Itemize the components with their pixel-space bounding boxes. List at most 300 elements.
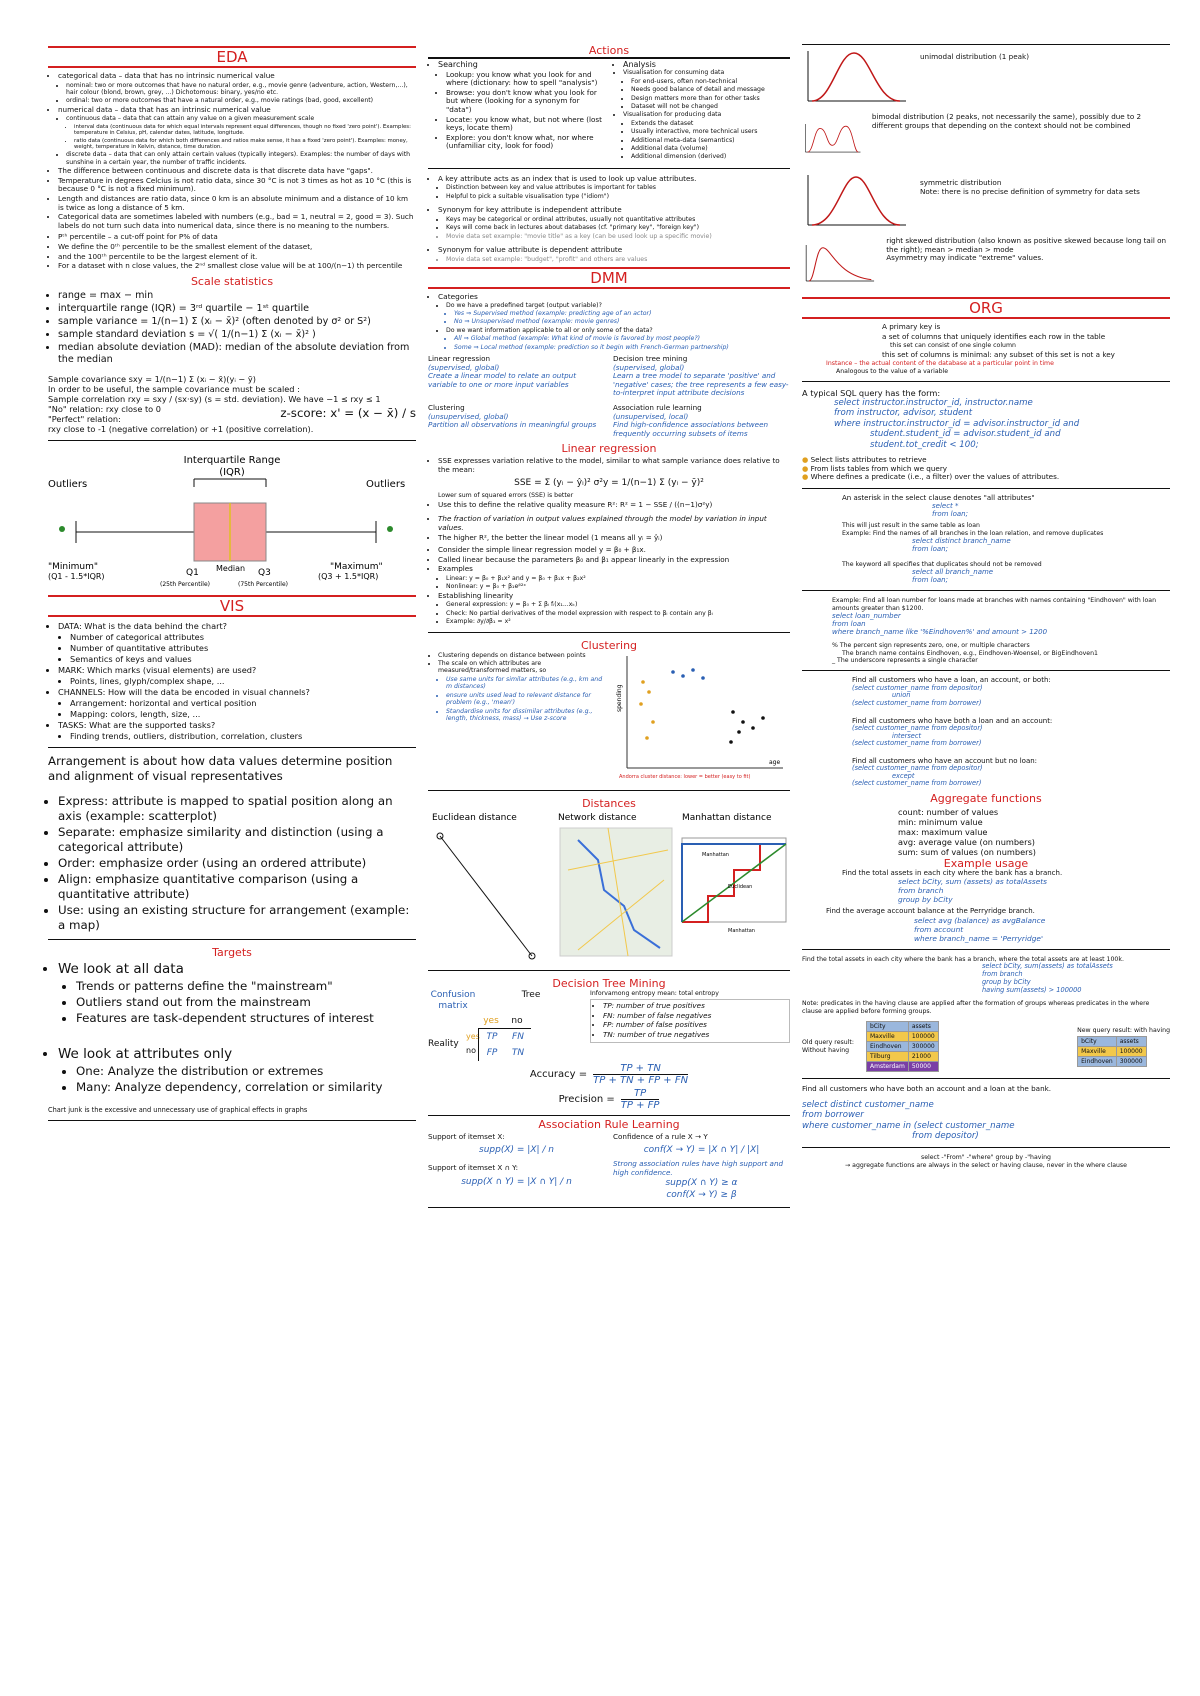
column-left — [48, 44, 416, 1127]
eda-pct3: • and the 100ᵗʰ percentile to be the largest element of it. — [58, 253, 416, 262]
hav-q3: group by bCity — [982, 977, 1031, 986]
dmm-categories — [428, 293, 790, 351]
cell-fp: FP — [486, 1047, 498, 1058]
target-a2: • Outliers stand out from the mainstream — [76, 995, 416, 1010]
boxplot-title: Interquartile Range — [183, 454, 281, 466]
cov-note: In order to be useful, the sample covariance must be scaled : — [48, 383, 300, 394]
bimodal-label: bimodal distribution (2 peaks, not necessarily the same), possibly due to 2 different groups that depending on the context should not be combined — [871, 112, 1142, 130]
vis-d1: • Number of categorical attributes — [70, 632, 416, 642]
stat-variance: • sample variance = 1/(n−1) Σ (xᵢ − x̄)² (often denoted by σ² or S²) — [58, 316, 416, 328]
produce-1: • Extends the dataset — [631, 120, 790, 127]
ex2-q2: from loan — [832, 620, 866, 629]
syn-val: • Synonym for value attribute is dependent attribute — [438, 246, 790, 255]
ex-q2: from branch — [898, 886, 944, 896]
produce-2: • Usually interactive, more technical users — [631, 128, 790, 135]
dtm-l4: • TN: number of true negatives — [603, 1031, 787, 1040]
produce-head: • Visualisation for producing data — [623, 111, 790, 118]
sql-clauses — [802, 456, 1170, 482]
vis-c1: • Arrangement: horizontal and vertical position — [70, 698, 416, 708]
right-skew-label: right skewed distribution (also known as positive skewed because long tail on the right); mean > median > mode — [886, 236, 1167, 254]
no-relation: "No" relation: rxy close to 0 — [48, 403, 161, 414]
cell-tn: TN — [511, 1047, 525, 1058]
perfect-relation: "Perfect" relation: — [48, 413, 121, 424]
arl-conf: Confidence of a rule X → Y — [613, 1131, 708, 1141]
eda-interval: • interval data (continuous data for which equal intervals represent equal differences, though no fixed 'zero point'). Examples: temperature in Celsius, pH, calendar dates, latitude, longitude. — [74, 124, 416, 137]
column-right — [802, 44, 1170, 1169]
arl-conf-f: conf(X → Y) = |X ∩ Y| / |X| — [643, 1145, 760, 1156]
prec-num: TP — [621, 1088, 660, 1100]
linreg-list — [428, 457, 790, 474]
arr-order: • Order: emphasize order (using an ordered attribute) — [58, 856, 416, 871]
dmm-c5: • All ⇒ Global method (example: What kind of movie is favored by most people?) — [454, 335, 790, 342]
unimodal-label: unimodal distribution (1 peak) — [920, 52, 1030, 61]
linreg-est: • Establishing linearity — [438, 592, 790, 601]
sql-q1: select instructor.instructor_id, instructor.name — [834, 398, 1033, 408]
eda-list — [48, 72, 416, 271]
scatter-point — [671, 670, 675, 674]
dmm-c4: • Do we want information applicable to all or only some of the data? — [446, 327, 790, 334]
cell-assets: 100000 — [908, 1032, 938, 1042]
clause-order: select -"From" -"where" group by -"having — [921, 1154, 1051, 1162]
scatter-point — [731, 710, 735, 714]
linreg-type: (supervised, global) — [428, 362, 500, 372]
analysis-list — [613, 61, 790, 161]
clustering-title: Clustering — [580, 638, 638, 652]
arrangement-def: Arrangement is about how data values determine position and alignment of visual representatives — [48, 753, 393, 783]
conf-label: Confusion matrix — [430, 989, 476, 1011]
cell-assets: 100000 — [1116, 1046, 1146, 1056]
star-note: This will just result in the same table as loan — [842, 522, 980, 530]
eda-title: EDA — [48, 46, 416, 68]
outliers-right: Outliers — [366, 478, 406, 490]
scatter-point — [647, 690, 651, 694]
key-1: • Distinction between key and value attributes is important for tables — [446, 184, 790, 191]
euclid-label: Euclidean distance — [432, 812, 517, 823]
vis-data: • DATA: What is the data behind the chart? — [58, 621, 416, 631]
produce-5: • Additional dimension (derived) — [631, 153, 790, 160]
agg-max: max: maximum value — [898, 827, 988, 838]
cell-city: Amsterdam — [867, 1062, 909, 1072]
avg-q1: select avg (balance) as avgBalance — [914, 915, 1046, 925]
accuracy-formula — [428, 1063, 790, 1086]
stat-mad: • median absolute deviation (MAD): median of the absolute deviation from the median — [58, 342, 416, 366]
both-query — [802, 1100, 1170, 1142]
all-kw: The keyword all specifies that duplicates should not be removed — [842, 561, 1042, 569]
pk-1: a set of columns that uniquely identifies each row in the table — [882, 331, 1106, 341]
key-list — [428, 175, 790, 263]
divider — [802, 488, 1170, 489]
eda-labels: • Categorical data are sometimes labeled with numbers (e.g., bad = 1, neutral = 2, good = 3). Such labels do not turn such data into numerical data, since there is no meaning to the numbers. — [58, 213, 416, 230]
set2: Find all customers who have both a loan and an account: — [852, 716, 1053, 725]
actions-title: Actions — [428, 44, 790, 59]
sql-star-block — [802, 495, 1170, 585]
cell-city: Maxville — [1078, 1046, 1117, 1056]
set3-q2: except — [892, 771, 915, 780]
th-city: bCity — [867, 1022, 909, 1032]
divider — [48, 440, 416, 441]
syn-key-2: • Keys will come back in lectures about databases (cf. "primary key", "foreign key") — [446, 224, 790, 231]
eda-ratio: • ratio data (continuous data for which both differences and ratios make sense, it has a fixed 'zero point'). Examples: money, weight, temperature in Kelvin, distance, time duration. — [74, 138, 416, 151]
stat-sd: • sample standard deviation s = √( 1/(n−1) Σ (xᵢ − x̄)² ) — [58, 329, 416, 341]
cell-tp: TP — [486, 1031, 498, 1042]
eda-nominal: • nominal: two or more outcomes that have no natural order, e.g., movie genre (adventure, action, Western,...), hair colour (blond, brown, grey, ...) Dichotomous: binary, yes/no etc. — [66, 82, 416, 97]
p25-label: (25th Percentile) — [160, 580, 210, 587]
dtm-block — [428, 990, 790, 1061]
scatter-point — [641, 680, 645, 684]
all-q2: from loan; — [912, 576, 948, 585]
produce-3: • Additional meta-data (semantics) — [631, 137, 790, 144]
set3-q3: (select customer_name from borrower) — [852, 779, 982, 788]
avg-query — [802, 916, 1170, 943]
scale-stats-list — [48, 290, 416, 366]
both-q3: where customer_name in (select customer_name — [802, 1120, 1015, 1131]
linreg-es3: • Example: ∂y/∂β₁ = x² — [446, 618, 790, 625]
assoc-desc: Find high-confidence associations between frequently occurring subsets of items — [613, 420, 769, 438]
ex1-q2: from loan; — [912, 545, 948, 554]
having-tables — [802, 1021, 1170, 1072]
tree-label: Tree — [521, 989, 541, 1000]
scatter-point — [729, 740, 733, 744]
arr-align: • Align: emphasize quantitative comparison (using a quantitative attribute) — [58, 872, 416, 902]
ex-q3: group by bCity — [898, 895, 953, 905]
having-note: Note: predicates in the having clause are applied after the formation of groups whereas predicates in the where clause are applied before forming groups. — [802, 1000, 1150, 1015]
linreg-higher: • The higher R², the better the linear model (1 means all yᵢ = ŷᵢ) — [438, 534, 790, 543]
clust-b1: • Clustering depends on distance between points — [438, 652, 605, 659]
targets-all-list — [48, 979, 416, 1026]
vis-mark: • MARK: Which marks (visual elements) are used? — [58, 665, 416, 675]
cell-city: Eindhoven — [867, 1042, 909, 1052]
arrangement-list — [48, 794, 416, 933]
agg-min: min: minimum value — [898, 817, 983, 828]
euclid-tag: Euclidean — [728, 883, 753, 890]
clause-from: From lists tables from which we query — [810, 463, 948, 473]
divider — [48, 1120, 416, 1121]
star-q2: from loan; — [932, 510, 968, 519]
tree-type: (supervised, global) — [613, 362, 685, 372]
vis-channels: • CHANNELS: How will the data be encoded in visual channels? — [58, 687, 416, 697]
linreg-e1: • Linear: y = β₀ + β₁x² and y = β₀ + β₁x + β₂x² — [446, 575, 790, 582]
linreg-es2: • Check: No partial derivatives of the model expression with respect to βᵢ contain any βᵢ — [446, 610, 790, 617]
manhattan-tag-1: Manhattan — [702, 851, 729, 858]
divider — [802, 590, 1170, 591]
like-pct1: The branch name contains Eindhoven, e.g., Eindhoven-Woensel, or BigEindhoven1 — [842, 649, 1098, 657]
dtm-title: Decision Tree Mining — [552, 976, 666, 990]
arr-express: • Express: attribute is mapped to spatial position along an axis (example: scatterplot) — [58, 794, 416, 824]
like-pct: % The percent sign represents zero, one, or multiple characters — [832, 642, 1030, 650]
divider — [802, 670, 1170, 671]
scale-stats-title: Scale statistics — [190, 274, 274, 288]
acc-label: Accuracy = — [529, 1068, 588, 1080]
divider — [428, 168, 790, 169]
target-a1: • Trends or patterns define the "mainstream" — [76, 979, 416, 994]
x-label: age — [769, 758, 781, 766]
cell-assets: 50000 — [908, 1062, 938, 1072]
agg-sum: sum: sum of values (on numbers) — [898, 847, 1036, 858]
agg-note: → aggregate functions are always in the select or having clause, never in the where clause — [845, 1161, 1127, 1169]
linreg-examples: • Examples — [438, 565, 790, 574]
target-b2: • Many: Analyze dependency, correlation or similarity — [76, 1080, 416, 1095]
bimodal-icon — [802, 107, 864, 169]
new-result-label: New query result: with having — [1077, 1026, 1170, 1034]
manhattan-tag-2: Manhattan — [728, 927, 755, 934]
linreg-r2: • Use this to define the relative quality measure R²: R² = 1 − SSE / ((n−1)σ²y) — [438, 501, 790, 510]
cell-city: Eindhoven — [1078, 1056, 1117, 1066]
eda-categorical: • categorical data – data that has no intrinsic numerical value — [58, 72, 416, 81]
sql-example — [802, 398, 1170, 450]
dmm-c3: • No ⇒ Unsupervised method (example: movie genres) — [454, 318, 790, 325]
dist-bimodal — [802, 107, 1170, 169]
search-explore: • Explore: you don't know what, nor where (unfamiliar city, look for food) — [446, 134, 605, 151]
tree-head: Decision tree mining — [613, 353, 688, 363]
cell-fn: FN — [512, 1031, 524, 1042]
divider — [802, 949, 1170, 950]
assoc-type: (unsupervised, local) — [613, 411, 689, 421]
analysis-head: • Analysis — [623, 61, 790, 68]
example-query — [802, 877, 1170, 904]
clustering-block — [428, 652, 790, 784]
set2-q1: (select customer_name from depositor) — [852, 724, 983, 733]
targets-all — [48, 961, 416, 978]
clust-type: (unsupervised, global) — [428, 411, 509, 421]
sql-intro: A typical SQL query has the form: — [802, 388, 941, 398]
consume-4: • Dataset will not be changed — [631, 103, 790, 110]
both-q1: select distinct customer_name — [802, 1099, 934, 1110]
acc-den: TP + TN + FP + FN — [593, 1074, 689, 1086]
arl-title: Association Rule Learning — [428, 1115, 790, 1131]
clause-select: Select lists attributes to retrieve — [810, 455, 927, 465]
arl-sup-f: supp(X) = |X| / n — [479, 1145, 554, 1156]
divider — [428, 1207, 790, 1208]
divider — [48, 747, 416, 748]
both-q4: from depositor) — [912, 1131, 979, 1142]
dmm-c6: • Some ⇒ Local method (example: prediction so it begin with French-German partnership) — [454, 344, 790, 351]
syn-key-1: • Keys may be categorical or ordinal attributes, usually not quantitative attributes — [446, 216, 790, 223]
key-2: • Helpful to pick a suitable visualisation type ("idiom") — [446, 193, 790, 200]
searching-head: • Searching — [438, 61, 605, 70]
dtm-l3: • FP: number of false positives — [603, 1021, 787, 1030]
linreg-list-2 — [428, 492, 790, 625]
network-map — [560, 828, 672, 956]
pk-2: this set can consist of one single column — [890, 342, 1016, 350]
set-ops — [802, 677, 1170, 788]
linreg-e2: • Nonlinear: y = β₀ + β₁eᵝ²ˣ — [446, 583, 790, 590]
precision-formula — [428, 1088, 790, 1111]
z-score: z-score: x' = (x − x̄) / s — [280, 406, 416, 421]
consume-1: • For end-users, often non-technical — [631, 78, 790, 85]
scatter-point — [741, 720, 745, 724]
produce-4: • Additional data (volume) — [631, 145, 790, 152]
covariance-block — [48, 374, 416, 434]
scatter-point — [737, 730, 741, 734]
set1: Find all customers who have a loan, an account, or both: — [852, 676, 1051, 685]
targets-all-head: • We look at all data — [58, 961, 416, 978]
median-label: Median — [216, 563, 246, 573]
corr-formula: Sample correlation rxy = sxy / (sx·sy) (s = std. deviation). We have −1 ≤ rxy ≤ 1 — [48, 393, 381, 404]
vis-tasks: • TASKS: What are the supported tasks? — [58, 720, 416, 730]
cell-assets: 300000 — [1116, 1056, 1146, 1066]
search-locate: • Locate: you know what, but not where (lost keys, locate them) — [446, 116, 605, 133]
max-label: "Maximum" — [330, 561, 383, 572]
targets-attrs-list — [48, 1064, 416, 1095]
outliers-left: Outliers — [48, 478, 88, 490]
divider — [802, 1078, 1170, 1079]
syn-key: • Synonym for key attribute is independent attribute — [438, 206, 790, 215]
like-und: _ The underscore represents a single character — [832, 657, 978, 665]
distances-diagram — [428, 810, 790, 960]
vis-d2: • Number of quantitative attributes — [70, 643, 416, 653]
actions-block — [428, 61, 790, 162]
linreg-desc: Create a linear model to relate an output variable to one or more input variables — [428, 371, 577, 389]
searching-list — [428, 61, 605, 151]
dmm-c2: • Yes ⇒ Supervised method (example: predicting age of an actor) — [454, 310, 790, 317]
arl-strong: Strong association rules have high support and high confidence. — [613, 1159, 784, 1177]
dtm-l1: • TP: number of true positives — [603, 1002, 787, 1011]
hav-q4: having sum(assets) > 100000 — [982, 985, 1082, 994]
consume-head: • Visualisation for consuming data — [623, 69, 790, 76]
old-result-label: Old query result: Without having — [802, 1039, 854, 1054]
org-title: ORG — [802, 297, 1170, 319]
agg-avg: avg: average value (on numbers) — [898, 837, 1035, 848]
ex1: Example: Find the names of all branches in the loan relation, and remove duplicates — [842, 529, 1104, 537]
linreg-frac: • The fraction of variation in output values explained through the model by variation in input values. — [438, 515, 790, 532]
cov-formula: Sample covariance sxy = 1/(n−1) Σ (xᵢ − x̄)(yᵢ − ȳ) — [48, 373, 256, 384]
vis-list — [48, 621, 416, 741]
col-yes: yes — [483, 1015, 499, 1026]
both-find: Find all customers who have both an account and a loan at the bank. — [802, 1084, 1052, 1094]
arl-sup: Support of itemset X: — [428, 1131, 505, 1141]
cell-assets: 21000 — [908, 1052, 938, 1062]
vis-t1: • Finding trends, outliers, distribution, correlation, clusters — [70, 731, 416, 741]
th-assets: assets — [1116, 1036, 1146, 1046]
new-result-table — [1077, 1036, 1147, 1067]
ex1-q1: select distinct branch_name — [912, 537, 1011, 546]
stat-iqr: • interquartile range (IQR) = 3ʳᵈ quartile − 1ˢᵗ quartile — [58, 303, 416, 315]
cluster-note: Andorra cluster distance: lower = better (easy to fit) — [619, 773, 751, 780]
targets-title: Targets — [212, 945, 252, 959]
cell-assets: 300000 — [908, 1042, 938, 1052]
having-find: Find the total assets in each city where the bank has a branch, where the total assets are at least 100k. — [802, 955, 1124, 963]
boxplot-diagram — [48, 447, 416, 587]
right-skew-icon — [802, 231, 878, 295]
unimodal-icon — [802, 45, 912, 107]
symmetric-label: symmetric distribution — [920, 178, 1002, 187]
arr-use: • Use: using an existing structure for arrangement (example: a map) — [58, 903, 416, 933]
avg-find: Find the average account balance at the Perryridge branch. — [826, 907, 1035, 916]
th-city: bCity — [1078, 1036, 1117, 1046]
prec-label: Precision = — [558, 1093, 615, 1105]
eda-discrete: • discrete data – data that can only attain certain values (typically integers). Examples: the number of days with sunshine in a certain year, the number of traffic incidents. — [66, 151, 416, 166]
key-def: • A key attribute acts as an index that is used to look up value attributes. — [438, 175, 790, 184]
min-label: "Minimum" — [48, 561, 98, 572]
set3-q1: (select customer_name from depositor) — [852, 764, 983, 773]
instance-def: Instance – the actual content of the database at a particular point in time — [826, 360, 1054, 368]
vis-m1: • Points, lines, glyph/complex shape, ... — [70, 676, 416, 686]
q1-label: Q1 — [186, 567, 199, 578]
arl-s1: supp(X ∩ Y) ≥ α — [665, 1178, 738, 1189]
arr-separate: • Separate: emphasize similarity and distinction (using a categorical attribute) — [58, 825, 416, 855]
targets-attrs-head: • We look at attributes only — [58, 1046, 416, 1063]
row-yes: yes — [466, 1032, 480, 1042]
scatter-points — [639, 668, 765, 744]
dmm-methods-1 — [428, 355, 790, 398]
linreg-head: Linear regression — [428, 353, 491, 363]
ex2: Example: Find all loan number for loans made at branches with names containing "Eindhoven" with loan amounts greater than $1200. — [832, 597, 1157, 612]
y-label: spending — [616, 684, 623, 712]
avg-q2: from account — [914, 924, 964, 934]
p75-label: (75th Percentile) — [238, 580, 288, 587]
scatter-point — [639, 702, 643, 706]
targets-attrs — [48, 1046, 416, 1063]
scatter-point — [651, 720, 655, 724]
chart-junk: Chart junk is the excessive and unnecessary use of graphical effects in graphs — [48, 1105, 308, 1114]
scatter-point — [645, 736, 649, 740]
clust-b2: • The scale on which attributes are measured/transformed matters, so — [438, 660, 605, 675]
set1-q3: (select customer_name from borrower) — [852, 699, 982, 708]
dmm-title: DMM — [428, 267, 790, 289]
row-no: no — [466, 1046, 476, 1056]
consume-2: • Needs good balance of detail and message — [631, 86, 790, 93]
dtm-mis: Inforvamong entropy mean: total entropy — [590, 989, 719, 997]
dist-unimodal — [802, 45, 1170, 107]
like-block — [802, 597, 1170, 664]
eda-continuous: • continuous data – data that can attain any value on a given measurement scale — [66, 115, 416, 122]
divider — [802, 381, 1170, 382]
vis-title: VIS — [48, 595, 416, 617]
divider — [428, 632, 790, 633]
bullet-icon: ● — [802, 455, 809, 465]
linreg-lower: Lower sum of squared errors (SSE) is better — [438, 492, 574, 500]
set2-q2: intersect — [892, 731, 922, 740]
network-label: Network distance — [558, 812, 637, 823]
linreg-sse-formula: SSE = Σ (yᵢ − ŷᵢ)² σ²y = 1/(n−1) Σ (yᵢ − ȳ)² — [514, 478, 704, 489]
scatter-point — [761, 716, 765, 720]
bullet-icon: ● — [802, 472, 809, 482]
eda-ordinal: • ordinal: two or more outcomes that have a natural order, e.g., movie ratings (bad, good, excellent) — [66, 97, 416, 104]
divider — [428, 790, 790, 791]
target-b1: • One: Analyze the distribution or extremes — [76, 1064, 416, 1079]
arl-block — [428, 1133, 790, 1202]
tree-desc: Learn a tree model to separate 'positive' and 'negative' cases; the tree represents a few easy-to-interpret input attribute decisions — [613, 371, 789, 398]
example-find: Find the total assets in each city where the bank has a branch. — [842, 869, 1063, 878]
eda-length: • Length and distances are ratio data, since 0 km is an absolute minimum and a distance of 10 km is twice as long a distance of 5 km. — [58, 195, 416, 212]
agg-count: count: number of values — [898, 807, 999, 818]
clustering-list — [428, 652, 605, 723]
reality-label: Reality — [428, 1039, 459, 1050]
linreg-es1: • General expression: y = β₀ + Σ βᵢ fᵢ(x₁...xₖ) — [446, 601, 790, 608]
eda-pct4: • For a dataset with n close values, the 2ⁿᵈ smallest close value will be at 100/(n−1) th percentile — [58, 262, 416, 271]
outlier-point — [387, 526, 393, 532]
cell-city: Tilburg — [867, 1052, 909, 1062]
scatter-point — [691, 668, 695, 672]
linreg-called: • Called linear because the parameters β₀ and β₁ appear linearly in the expression — [438, 556, 790, 565]
dmm-c1: • Do we have a predefined target (output variable)? — [446, 302, 790, 309]
agg-title: Aggregate functions — [930, 792, 1042, 806]
max-formula: (Q3 + 1.5*IQR) — [318, 571, 379, 581]
avg-q3: where branch_name = 'Perryridge' — [914, 933, 1043, 943]
star-def: An asterisk in the select clause denotes "all attributes" — [842, 493, 1035, 502]
search-browse: • Browse: you don't know what you look for but where (looking for a synonym for "data") — [446, 89, 605, 115]
syn-val-1: • Movie data set example: "budget", "profit" and others are values — [446, 256, 790, 263]
th-assets: assets — [908, 1022, 938, 1032]
arl-sup2: Support of itemset X ∩ Y: — [428, 1163, 519, 1173]
clust-desc: Partition all observations in meaningful groups — [428, 420, 597, 430]
col-no: no — [511, 1015, 523, 1026]
asymmetry-note: Asymmetry may indicate "extreme" values. — [886, 253, 1044, 263]
syn-key-3: • Movie data set example: "movie title" as a key (can be used look up a specific movie) — [446, 233, 790, 240]
vis-d3: • Semantics of keys and values — [70, 654, 416, 664]
hav-q1: select bCity, sum(assets) as totalAssets — [982, 962, 1113, 971]
eda-numerical: • numerical data – data that has an intrinsic numerical value — [58, 106, 416, 115]
